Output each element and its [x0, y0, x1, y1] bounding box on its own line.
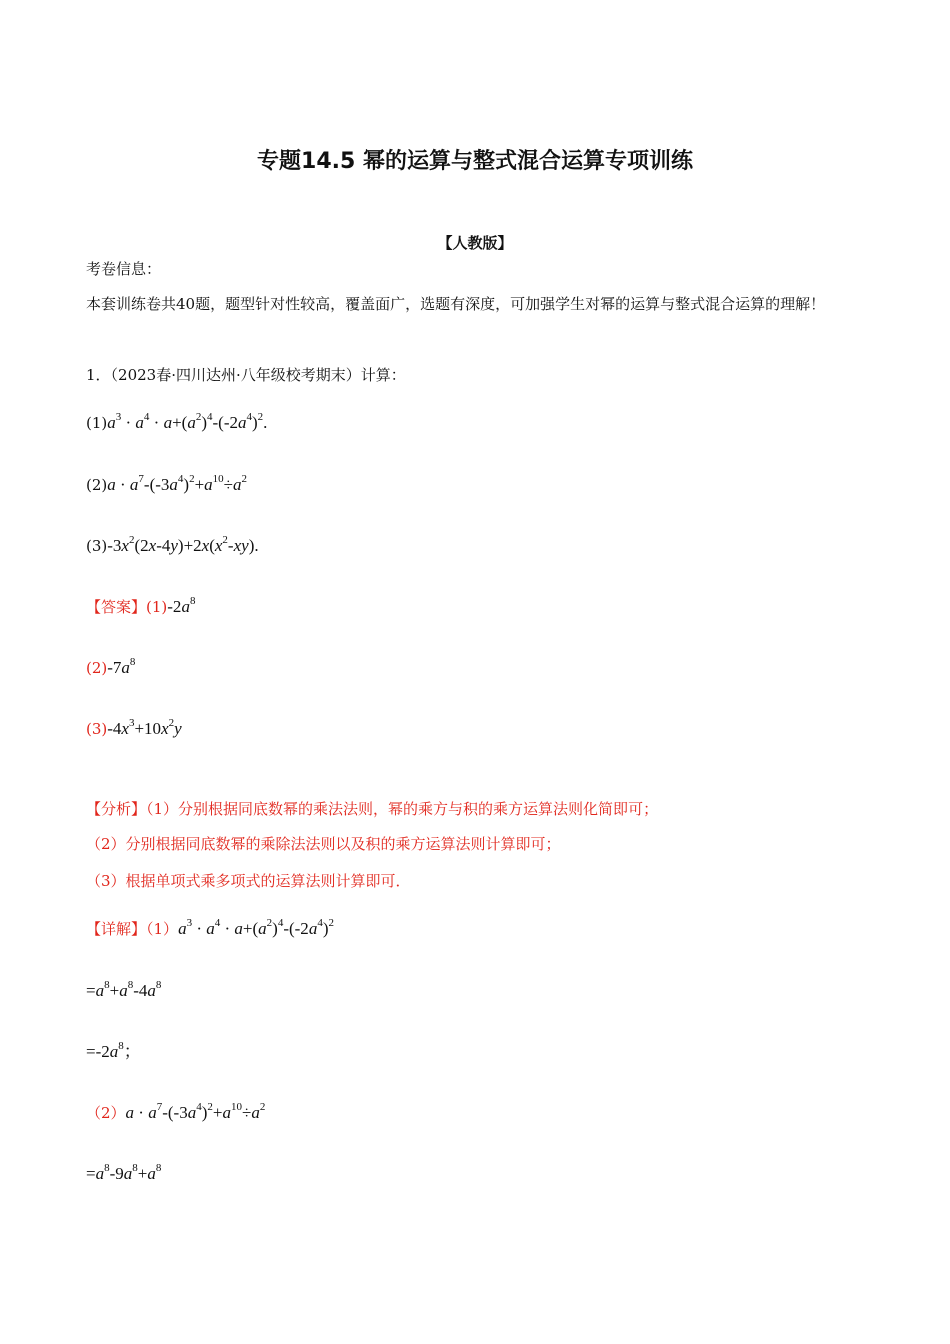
math-expression: $a^3 \cdot a^4 \cdot a+(a^2)^4-(-2a^4)^2$. — [107, 411, 268, 432]
answer-label: 【答案】 — [86, 598, 147, 616]
math-expression: $a \cdot a^7-(-3a^4)^2+a^{10}\div a^2$ — [125, 1101, 266, 1122]
analysis-line-3: （3）根据单项式乘多项式的运算法则计算即可． — [86, 872, 411, 890]
answer-part-3 — [86, 718, 182, 740]
detail-line-1 — [86, 918, 334, 940]
part-label: (2) — [86, 659, 108, 677]
answer-part-2 — [86, 657, 135, 679]
question-part-1 — [86, 412, 267, 434]
part-label: (3) — [86, 720, 108, 738]
question-number: 1． — [86, 366, 111, 384]
page-title: 专题14.5 幂的运算与整式混合运算专项训练 — [257, 149, 693, 174]
detail-step — [86, 1163, 161, 1185]
math-expression: $-7a^8$ — [107, 656, 136, 677]
part-label: （2） — [86, 1104, 126, 1122]
intro-text: 本套训练卷共40题，题型针对性较高，覆盖面广，选题有深度，可加强学生对幂的运算与整式混合运算的理解！ — [86, 295, 826, 313]
edition-label: 【人教版】 — [437, 234, 513, 252]
math-expression: $=-2a^8$； — [86, 1040, 141, 1061]
math-expression: $-4x^3+10x^2y$ — [107, 717, 182, 738]
analysis-text: （1）分别根据同底数幂的乘法法则，幂的乘方与积的乘方运算法则化简即可； — [146, 800, 659, 818]
part-label: （1） — [146, 920, 179, 938]
detail-label: 【详解】 — [86, 920, 147, 938]
question-part-2 — [86, 474, 247, 496]
analysis-line-2: （2）分别根据同底数幂的乘除法法则以及积的乘方运算法则计算即可； — [86, 835, 561, 853]
analysis-label: 【分析】 — [86, 800, 147, 818]
detail-step — [86, 980, 161, 1002]
math-expression: $=a^8-9a^8+a^8$ — [86, 1162, 162, 1183]
detail-step — [86, 1041, 141, 1063]
question-source: （2023春·四川达州·八年级校考期末）计算： — [110, 366, 406, 384]
question-part-3 — [86, 535, 259, 557]
part-label: (2) — [86, 476, 108, 494]
math-expression: $-2a^8$ — [167, 595, 196, 616]
math-expression: $a^3 \cdot a^4 \cdot a+(a^2)^4-(-2a^4)^2$ — [178, 917, 334, 938]
analysis-line-1 — [86, 798, 658, 820]
question-header — [86, 364, 406, 386]
math-expression: $-3x^2(2x-4y)+2x(x^2-xy)$. — [107, 534, 259, 555]
math-expression: $a \cdot a^7-(-3a^4)^2+a^{10}\div a^2$ — [107, 473, 248, 494]
part-label: (3) — [86, 537, 108, 555]
part-label: (1) — [146, 598, 168, 616]
info-label: 考卷信息： — [86, 260, 162, 278]
answer-part-1 — [86, 596, 195, 618]
detail-line-2 — [86, 1102, 265, 1124]
math-expression: $=a^8+a^8-4a^8$ — [86, 979, 162, 1000]
part-label: (1) — [86, 414, 108, 432]
